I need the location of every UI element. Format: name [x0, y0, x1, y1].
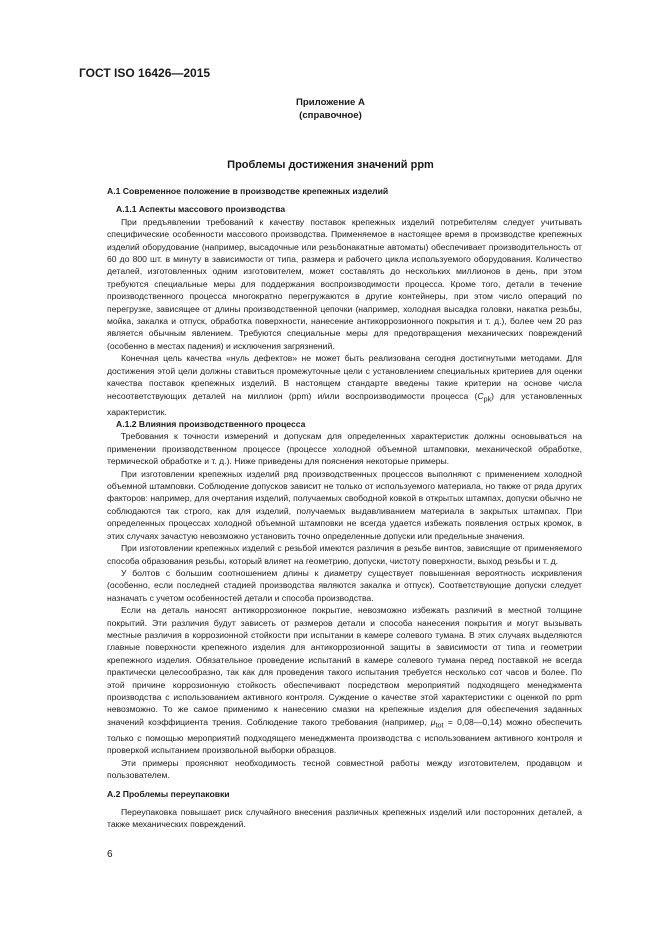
section-a1-heading: А.1 Современное положение в производстве крепежных изделий [107, 186, 389, 196]
paragraph-2-text-b: ) для установленных характеристик. [107, 390, 582, 417]
annex-title: Проблемы достижения значений ppm [227, 159, 434, 171]
paragraph-2 [107, 352, 582, 418]
paragraph-8: Эти примеры проясняют необходимость тесной совместной работы между изготовителем, продавцом и пользователем. [107, 757, 582, 781]
section-a2-heading: А.2 Проблемы переупаковки [107, 788, 230, 799]
paragraph-1: При предъявлении требований к качеству поставок крепежных изделий потребителям следует учитывать специфические особенности массового производства. Применяемое в настоящее время в производстве крепежных изделий оборудование (например, высадочные или резьбонакатные автоматы) обеспечивает производительность от 60 до 800 шт. в минуту в зависимости от типа, размера и рабочего цикла используемого оборудования. Количество деталей, изготовленных одним изготовителем, может составлять до нескольких миллионов в день, при этом требуются специальные меры для поддержания воспроизводимости процесса. Кроме того, детали в течение производственного процесса многократно перегружаются в другие контейнеры, при этом число операций по перегрузке, зависящее от длины производственной цепочки (например, холодная высадка головки, накатка резьбы, мойка, закалка и отпуск, обработка поверхности, нанесение антикоррозионного покрытия и т. д.), более чем 20 раз является обычным явлением. Требуются специальные меры для предотвращения механических повреждений (особенно в местах падения) и исключения загрязнений. [107, 216, 582, 351]
subsection-a11-heading: А.1.1 Аспекты массового производства [116, 204, 286, 215]
paragraph-2-text-a: Конечная цель качества «нуль дефектов» не может быть реализована сегодня достигнутыми методами. Для достижения этой цели должны ставиться промежуточные цели с установлением специальных критериев для оценки качества поставок крепежных изделий. В настоящем стандарте введены такие критерии на основе числа несоответствующих деталей на миллион (ppm) и/или воспроизводимости процесса ( [107, 353, 582, 401]
mu-subscript: tot [435, 721, 444, 730]
document-body [107, 183, 582, 831]
subsection-a12-heading: А.1.2 Влияния производственного процесса [116, 419, 306, 430]
cpk-subscript: pk [483, 395, 492, 404]
paragraph-5: При изготовлении крепежных изделий с резьбой имеются различия в резьбе винтов, зависящие от применяемого способа образования резьбы, который влияет на геометрию, допуски, чистоту поверхности, выход резьбы и т. д. [107, 543, 582, 566]
annex-heading [0, 96, 661, 122]
mu-symbol: μ [430, 716, 436, 727]
annex-label: Приложение А [296, 97, 365, 108]
annex-kind: (справочное) [299, 110, 362, 121]
paragraph-7-text-a: Если на деталь наносят антикоррозионное покрытие, невозможно избежать различий в местной толщине покрытий. Эти различия будут зависеть от размеров детали и способа нанесения покрытия и могут вызывать местные различия в коррозионной стойкости при испытании в камере солевого тумана. В этих случаях выделяются главные поверхности крепежного изделия для антикоррозионной защиты в зависимости от типа и геометрии крепежного изделия. Обязательное проведение испытаний в камере солевого тумана перед поставкой не всегда практически целесообразно, так как для проведения такого испытания требуется несколько сот часов и более. По этой причине коррозионную стойкость обеспечивают посредством мероприятий подходящего менеджмента производства с использованием активного контроля. Суждение о качестве этой характеристики с оценкой по ppm невозможно. То же самое применимо к нанесению смазки на крепежные изделия для обеспечения заданных значений коэффициента трения. Соблюдение такого требования (например, [107, 605, 582, 727]
paragraph-7-text-b: = 0,08—0,14) можно обеспечить только с помощью мероприятий подходящего менеджмента производства с использованием активного контроля и проверкой испытанием произвольной выборки образцов. [107, 716, 582, 756]
standard-header: ГОСТ ISO 16426—2015 [79, 66, 211, 80]
paragraph-6: У болтов с большим соотношением длины к диаметру существует повышенная вероятность искривления (особенно, если последней стадией производства являются закалка и отпуск). Соответствующие допуски следует назначать с учетом особенностей детали и способа производства. [107, 567, 582, 603]
paragraph-9: Переупаковка повышает риск случайного внесения различных крепежных изделий или посторонних деталей, а также механических повреждений. [107, 806, 582, 830]
paragraph-7 [107, 604, 582, 757]
paragraph-4: При изготовлении крепежных изделий ряд производственных процессов выполняют с применением холодной объемной штамповки. Соблюдение допусков зависит не только от используемого материала, но также от ряда других факторов: например, для очертания изделий, получаемых свободной ковкой в открытых штампах, допуски обычно не соблюдаются так строго, как для изделий, получаемых выдавливанием материала в закрытых штампах. При определенных процессах холодной объемной штамповки не всегда удается избежать появления острых кромок, в этих случаях зачастую невозможно установить точно определенные допуски или предельные значения. [107, 468, 582, 541]
page-number: 6 [107, 849, 113, 860]
cpk-symbol: C [477, 390, 484, 401]
paragraph-3: Требования к точности измерений и допускам для определенных характеристик должны основываться на применении производственном процессе (процессе холодной объемной штамповки, механической обработке, термической обработке и т. д.). Ниже приведены для пояснения некоторые примеры. [107, 431, 582, 467]
